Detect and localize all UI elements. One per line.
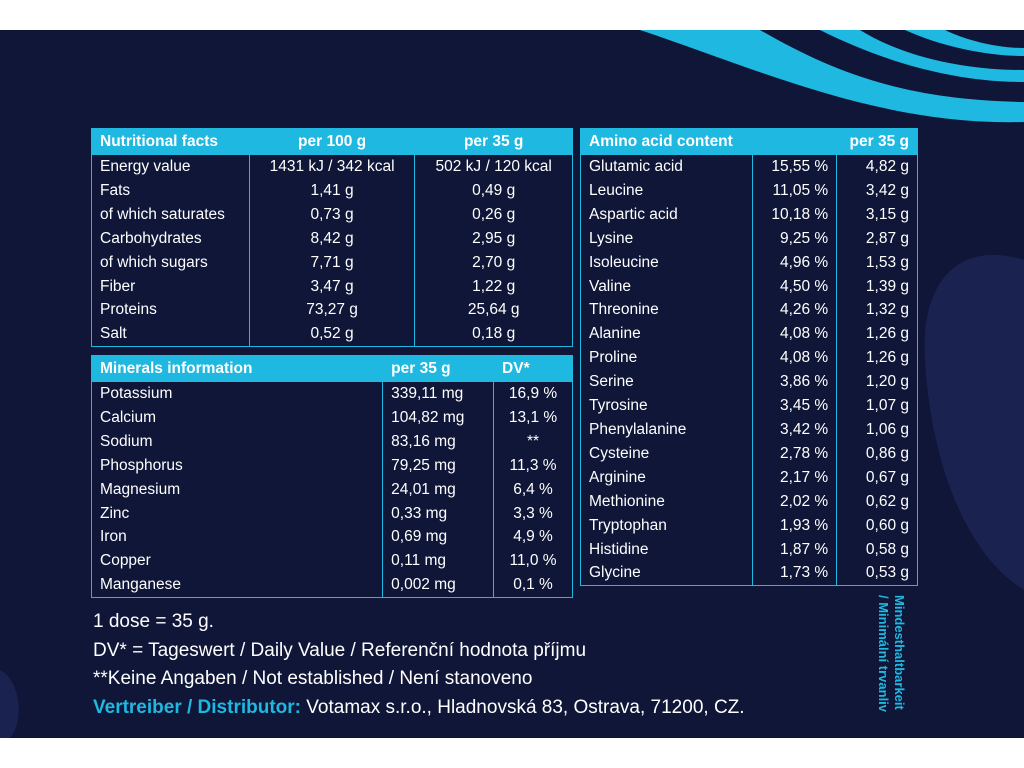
nutrition-per35-cell: 502 kJ / 120 kcal (415, 155, 573, 179)
best-before-side-text (876, 595, 909, 738)
minerals-dv-cell: 3,3 % (494, 502, 573, 526)
distributor-label: Vertreiber / Distributor: (93, 696, 301, 718)
amino-pct-cell: 9,25 % (753, 227, 837, 251)
amino-header-row (581, 129, 918, 155)
minerals-row (92, 502, 573, 526)
amino-per35-cell: 1,26 g (837, 322, 918, 346)
minerals-row (92, 573, 573, 597)
nutrition-row (92, 203, 573, 227)
minerals-per35-cell: 0,11 mg (383, 549, 494, 573)
amino-pct-cell: 3,86 % (753, 370, 837, 394)
amino-pct-cell: 3,45 % (753, 394, 837, 418)
amino-name-cell: Phenylalanine (581, 418, 753, 442)
nutrition-per100-cell: 0,73 g (249, 203, 415, 227)
nutrition-per100-cell: 8,42 g (249, 227, 415, 251)
amino-per35-cell: 0,53 g (837, 561, 918, 585)
amino-name-cell: Alanine (581, 322, 753, 346)
amino-row (581, 298, 918, 322)
amino-pct-cell: 4,08 % (753, 346, 837, 370)
amino-row (581, 370, 918, 394)
minerals-dv-cell: 13,1 % (494, 406, 573, 430)
amino-name-cell: Glycine (581, 561, 753, 585)
amino-row (581, 155, 918, 179)
nutrition-row (92, 227, 573, 251)
amino-name-cell: Tyrosine (581, 394, 753, 418)
amino-name-cell: Cysteine (581, 442, 753, 466)
minerals-row (92, 478, 573, 502)
nutrition-name-cell: Fiber (92, 275, 250, 299)
nutrition-row (92, 275, 573, 299)
nutrition-header-per100: per 100 g (249, 129, 415, 155)
nutrition-per35-cell: 2,70 g (415, 251, 573, 275)
minerals-name-cell: Potassium (92, 382, 383, 406)
nutrition-per100-cell: 1431 kJ / 342 kcal (249, 155, 415, 179)
minerals-row (92, 525, 573, 549)
minerals-dv-cell: 16,9 % (494, 382, 573, 406)
nutrition-per35-cell: 2,95 g (415, 227, 573, 251)
minerals-dv-cell: 11,3 % (494, 454, 573, 478)
dv-note: DV* = Tageswert / Daily Value / Referenční hodnota příjmu (93, 639, 587, 661)
amino-row (581, 179, 918, 203)
amino-row (581, 442, 918, 466)
minerals-name-cell: Zinc (92, 502, 383, 526)
minerals-row (92, 549, 573, 573)
amino-name-cell: Aspartic acid (581, 203, 753, 227)
nutrition-per100-cell: 1,41 g (249, 179, 415, 203)
amino-row (581, 490, 918, 514)
amino-row (581, 561, 918, 585)
minerals-row (92, 406, 573, 430)
amino-name-cell: Leucine (581, 179, 753, 203)
amino-row (581, 346, 918, 370)
nutrition-name-cell: of which saturates (92, 203, 250, 227)
nutrition-row (92, 251, 573, 275)
amino-pct-cell: 3,42 % (753, 418, 837, 442)
nutrition-name-cell: Proteins (92, 298, 250, 322)
amino-per35-cell: 0,58 g (837, 538, 918, 562)
minerals-name-cell: Calcium (92, 406, 383, 430)
amino-per35-cell: 4,82 g (837, 155, 918, 179)
minerals-dv-cell: 11,0 % (494, 549, 573, 573)
amino-pct-cell: 2,02 % (753, 490, 837, 514)
amino-row (581, 251, 918, 275)
amino-per35-cell: 1,53 g (837, 251, 918, 275)
amino-per35-cell: 0,67 g (837, 466, 918, 490)
amino-per35-cell: 1,32 g (837, 298, 918, 322)
minerals-per35-cell: 104,82 mg (383, 406, 494, 430)
best-before-line2: / Minimální trvanliv (876, 595, 891, 713)
amino-per35-cell: 0,60 g (837, 514, 918, 538)
not-established-note: **Keine Angaben / Not established / Není stanoveno (93, 668, 533, 689)
minerals-per35-cell: 79,25 mg (383, 454, 494, 478)
nutrition-name-cell: Salt (92, 322, 250, 346)
nutrition-header-per35: per 35 g (415, 129, 573, 155)
nutrition-row (92, 179, 573, 203)
minerals-per35-cell: 0,002 mg (383, 573, 494, 597)
minerals-row (92, 430, 573, 454)
minerals-name-cell: Iron (92, 525, 383, 549)
amino-name-cell: Proline (581, 346, 753, 370)
amino-name-cell: Serine (581, 370, 753, 394)
amino-pct-cell: 2,78 % (753, 442, 837, 466)
amino-name-cell: Methionine (581, 490, 753, 514)
amino-name-cell: Lysine (581, 227, 753, 251)
amino-pct-cell: 1,73 % (753, 561, 837, 585)
nutrition-per35-cell: 25,64 g (415, 298, 573, 322)
nutrition-table (91, 128, 573, 347)
amino-per35-cell: 3,42 g (837, 179, 918, 203)
amino-per35-cell: 1,07 g (837, 394, 918, 418)
nutrition-per100-cell: 0,52 g (249, 322, 415, 346)
amino-name-cell: Arginine (581, 466, 753, 490)
amino-header-per35: per 35 g (837, 129, 918, 155)
best-before-line1: Mindesthaltbarkeit (892, 595, 907, 710)
amino-per35-cell: 3,15 g (837, 203, 918, 227)
nutrition-per35-cell: 0,49 g (415, 179, 573, 203)
amino-name-cell: Valine (581, 275, 753, 299)
minerals-dv-cell: 0,1 % (494, 573, 573, 597)
amino-row (581, 275, 918, 299)
amino-per35-cell: 0,62 g (837, 490, 918, 514)
minerals-per35-cell: 24,01 mg (383, 478, 494, 502)
nutrition-per100-cell: 73,27 g (249, 298, 415, 322)
minerals-dv-cell: ** (494, 430, 573, 454)
nutrition-per35-cell: 1,22 g (415, 275, 573, 299)
amino-table (580, 128, 918, 586)
amino-row (581, 538, 918, 562)
label-panel (0, 30, 1024, 738)
minerals-header-per35: per 35 g (383, 356, 494, 382)
nutrition-per35-cell: 0,26 g (415, 203, 573, 227)
amino-row (581, 322, 918, 346)
nutrition-name-cell: of which sugars (92, 251, 250, 275)
amino-pct-cell: 11,05 % (753, 179, 837, 203)
minerals-per35-cell: 0,33 mg (383, 502, 494, 526)
nutrition-name-cell: Fats (92, 179, 250, 203)
amino-per35-cell: 2,87 g (837, 227, 918, 251)
nutrition-row (92, 322, 573, 346)
amino-name-cell: Glutamic acid (581, 155, 753, 179)
minerals-name-cell: Magnesium (92, 478, 383, 502)
minerals-name-cell: Phosphorus (92, 454, 383, 478)
amino-pct-cell: 2,17 % (753, 466, 837, 490)
nutrition-row (92, 155, 573, 179)
minerals-per35-cell: 0,69 mg (383, 525, 494, 549)
footnotes (93, 608, 745, 722)
amino-pct-cell: 10,18 % (753, 203, 837, 227)
amino-name-cell: Histidine (581, 538, 753, 562)
amino-pct-cell: 4,50 % (753, 275, 837, 299)
amino-pct-cell: 4,26 % (753, 298, 837, 322)
amino-name-cell: Threonine (581, 298, 753, 322)
minerals-header-row (92, 356, 573, 382)
minerals-per35-cell: 83,16 mg (383, 430, 494, 454)
amino-pct-cell: 1,87 % (753, 538, 837, 562)
amino-name-cell: Tryptophan (581, 514, 753, 538)
minerals-dv-cell: 6,4 % (494, 478, 573, 502)
nutrition-header-name: Nutritional facts (92, 129, 250, 155)
minerals-name-cell: Sodium (92, 430, 383, 454)
amino-per35-cell: 1,26 g (837, 346, 918, 370)
amino-row (581, 227, 918, 251)
amino-row (581, 394, 918, 418)
amino-per35-cell: 1,06 g (837, 418, 918, 442)
dose-note: 1 dose = 35 g. (93, 611, 214, 632)
nutrition-per100-cell: 7,71 g (249, 251, 415, 275)
minerals-dv-cell: 4,9 % (494, 525, 573, 549)
minerals-name-cell: Manganese (92, 573, 383, 597)
distributor-line (93, 694, 745, 723)
amino-per35-cell: 1,20 g (837, 370, 918, 394)
amino-row (581, 466, 918, 490)
amino-row (581, 203, 918, 227)
amino-pct-cell: 1,93 % (753, 514, 837, 538)
amino-per35-cell: 0,86 g (837, 442, 918, 466)
amino-pct-cell: 4,08 % (753, 322, 837, 346)
nutrition-name-cell: Energy value (92, 155, 250, 179)
amino-per35-cell: 1,39 g (837, 275, 918, 299)
nutrition-row (92, 298, 573, 322)
amino-header-name: Amino acid content (581, 129, 837, 155)
minerals-name-cell: Copper (92, 549, 383, 573)
amino-pct-cell: 4,96 % (753, 251, 837, 275)
amino-row (581, 418, 918, 442)
minerals-table (91, 355, 573, 598)
nutrition-header-row (92, 129, 573, 155)
minerals-per35-cell: 339,11 mg (383, 382, 494, 406)
minerals-row (92, 382, 573, 406)
amino-pct-cell: 15,55 % (753, 155, 837, 179)
minerals-header-name: Minerals information (92, 356, 383, 382)
nutrition-per100-cell: 3,47 g (249, 275, 415, 299)
nutrition-name-cell: Carbohydrates (92, 227, 250, 251)
minerals-header-dv: DV* (494, 356, 573, 382)
amino-row (581, 514, 918, 538)
amino-name-cell: Isoleucine (581, 251, 753, 275)
minerals-row (92, 454, 573, 478)
distributor-value: Votamax s.r.o., Hladnovská 83, Ostrava, 71200, CZ. (301, 696, 745, 718)
nutrition-per35-cell: 0,18 g (415, 322, 573, 346)
